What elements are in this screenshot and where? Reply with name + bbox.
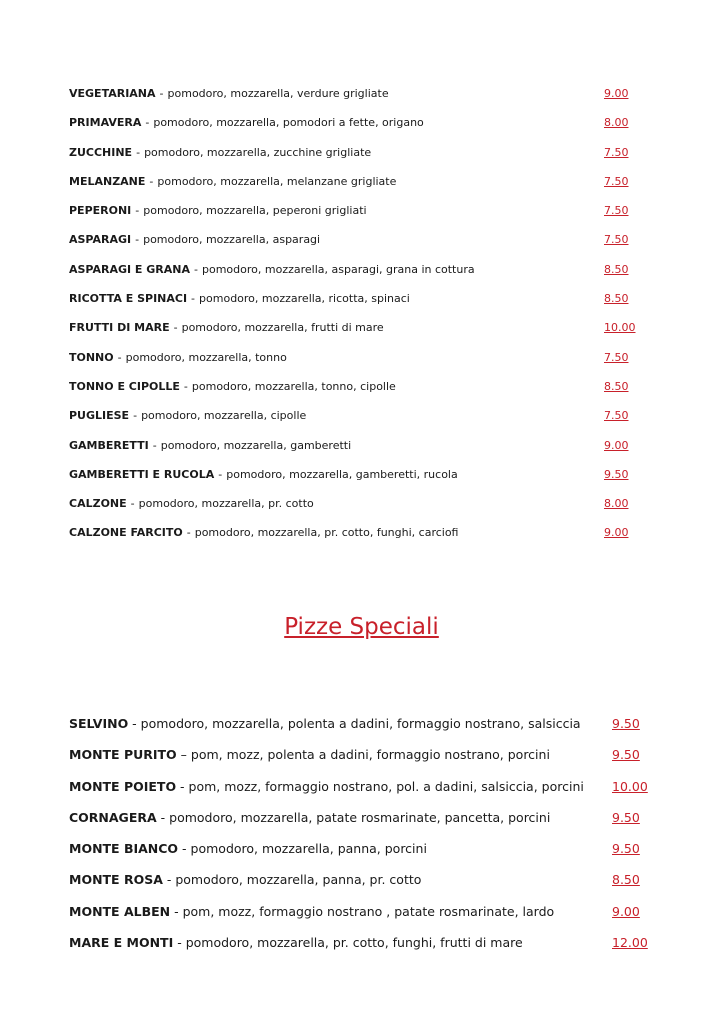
- item-description: pomodoro, mozzarella, pr. cotto, funghi, frutti di mare: [185, 935, 523, 951]
- item-price: 7.50: [604, 204, 629, 218]
- item-description: pomodoro, mozzarella, tonno, cipolle: [191, 379, 396, 393]
- menu-item: [69, 113, 649, 142]
- item-description: pomodoro, mozzarella, melanzane grigliate: [157, 174, 397, 188]
- item-price: 9.50: [612, 716, 640, 731]
- item-separator: -: [162, 872, 176, 888]
- item-description: pomodoro, mozzarella, frutti di mare: [181, 321, 384, 335]
- item-description: pomodoro, mozzarella, pr. cotto: [138, 497, 314, 511]
- item-separator: -: [145, 116, 150, 130]
- item-description: pomodoro, mozzarella, asparagi: [143, 233, 321, 247]
- item-price: 9.00: [604, 87, 629, 100]
- item-name: MONTE BIANCO: [69, 841, 179, 857]
- item-separator: -: [135, 204, 140, 218]
- item-price: 9.50: [612, 747, 640, 763]
- item-name: MARE E MONTI: [69, 935, 174, 951]
- item-name: ASPARAGI: [69, 233, 132, 247]
- item-description: pom, mozz, formaggio nostrano, pol. a dadini, salsiccia, porcini: [188, 778, 584, 794]
- item-separator: -: [128, 716, 141, 731]
- item-price: 12.00: [612, 935, 648, 951]
- item-separator: -: [194, 262, 198, 276]
- item-price: 8.50: [604, 379, 629, 393]
- special-item: [69, 868, 659, 899]
- item-price: 8.50: [604, 292, 629, 306]
- pizza-list: [69, 84, 649, 553]
- item-name: CORNAGERA: [69, 809, 157, 825]
- item-price: 8.00: [604, 497, 629, 511]
- menu-item: [69, 348, 649, 377]
- item-name: TONNO E CIPOLLE: [69, 379, 180, 393]
- item-price: 9.00: [604, 438, 629, 452]
- item-price: 9.00: [604, 526, 629, 540]
- menu-item: [69, 318, 649, 347]
- item-name: PRIMAVERA: [69, 116, 142, 130]
- item-price: 8.50: [612, 872, 640, 888]
- item-name: PUGLIESE: [69, 409, 130, 423]
- item-name: MONTE PURITO: [69, 747, 177, 763]
- item-price: 7.50: [604, 174, 629, 188]
- item-description: pom, mozz, polenta a dadini, formaggio nostrano, porcini: [190, 747, 550, 763]
- item-price: 7.50: [604, 233, 629, 247]
- item-name: MONTE ALBEN: [69, 903, 171, 919]
- item-description: pomodoro, mozzarella, gamberetti: [160, 438, 352, 452]
- item-separator: -: [191, 292, 196, 306]
- item-description: pomodoro, mozzarella, tonno: [125, 350, 287, 364]
- item-description: pomodoro, mozzarella, gamberetti, rucola: [226, 467, 458, 481]
- item-description: pomodoro, mozzarella, verdure grigliate: [167, 87, 389, 100]
- item-separator: -: [156, 809, 170, 825]
- item-separator: -: [176, 778, 189, 794]
- item-name: CALZONE: [69, 497, 127, 511]
- menu-item: [69, 172, 649, 201]
- menu-item: [69, 289, 649, 318]
- item-name: MONTE POIETO: [69, 778, 177, 794]
- item-separator: -: [170, 903, 183, 919]
- item-description: pomodoro, mozzarella, pr. cotto, funghi, carciofi: [194, 526, 459, 540]
- item-name: MONTE ROSA: [69, 872, 163, 888]
- special-item: [69, 712, 659, 743]
- item-price: 9.00: [612, 903, 640, 919]
- item-separator: -: [173, 935, 186, 951]
- item-name: ASPARAGI E GRANA: [69, 262, 191, 276]
- special-item: [69, 775, 659, 806]
- item-separator: -: [130, 497, 135, 511]
- item-description: pomodoro, mozzarella, polenta a dadini, formaggio nostrano, salsiccia: [140, 716, 581, 731]
- item-description: pomodoro, mozzarella, cipolle: [141, 409, 307, 423]
- item-separator: –: [176, 747, 191, 763]
- item-separator: -: [136, 145, 141, 159]
- menu-item: [69, 406, 649, 435]
- item-separator: -: [133, 409, 138, 423]
- menu-item: [69, 377, 649, 406]
- item-separator: -: [218, 467, 223, 481]
- item-separator: -: [117, 350, 122, 364]
- special-item: [69, 837, 659, 868]
- item-price: 7.50: [604, 145, 629, 159]
- item-price: 9.50: [612, 841, 640, 857]
- item-price: 8.00: [604, 116, 629, 130]
- item-price: 7.50: [604, 350, 629, 364]
- item-name: RICOTTA E SPINACI: [69, 292, 188, 306]
- menu-item: [69, 84, 649, 113]
- item-name: PEPERONI: [69, 204, 132, 218]
- item-description: pomodoro, mozzarella, ricotta, spinaci: [199, 292, 410, 306]
- item-name: VEGETARIANA: [69, 87, 156, 100]
- item-description: pomodoro, mozzarella, zucchine grigliate: [144, 145, 372, 159]
- special-item: [69, 806, 659, 837]
- item-description: pom, mozz, formaggio nostrano , patate rosmarinate, lardo: [182, 903, 555, 919]
- special-item: [69, 931, 659, 962]
- item-name: FRUTTI DI MARE: [69, 321, 170, 335]
- menu-item: [69, 143, 649, 172]
- item-separator: -: [152, 438, 157, 452]
- menu-item: [69, 523, 649, 552]
- menu-item: [69, 465, 649, 494]
- item-separator: -: [186, 526, 191, 540]
- menu-item: [69, 436, 649, 465]
- menu-item: [69, 494, 649, 523]
- item-separator: -: [173, 321, 178, 335]
- special-pizza-list: [69, 712, 659, 962]
- item-separator: -: [178, 841, 191, 857]
- item-separator: -: [183, 379, 188, 393]
- menu-item: [69, 260, 649, 289]
- item-description: pomodoro, mozzarella, panna, pr. cotto: [175, 872, 422, 888]
- item-name: MELANZANE: [69, 174, 146, 188]
- item-price: 10.00: [604, 321, 636, 335]
- item-name: TONNO: [69, 350, 114, 364]
- menu-item: [69, 201, 649, 230]
- item-name: GAMBERETTI: [69, 438, 149, 452]
- special-item: [69, 900, 659, 931]
- item-name: SELVINO: [69, 716, 129, 731]
- item-name: CALZONE FARCITO: [69, 526, 183, 540]
- item-description: pomodoro, mozzarella, pomodori a fette, origano: [153, 116, 424, 130]
- item-separator: -: [149, 174, 154, 188]
- menu-item: [69, 230, 649, 259]
- item-separator: -: [159, 87, 164, 100]
- item-name: GAMBERETTI E RUCOLA: [69, 467, 215, 481]
- item-description: pomodoro, mozzarella, panna, porcini: [190, 841, 427, 857]
- item-price: 10.00: [612, 778, 648, 794]
- item-separator: -: [135, 233, 140, 247]
- item-description: pomodoro, mozzarella, patate rosmarinate, pancetta, porcini: [169, 809, 551, 825]
- item-price: 7.50: [604, 409, 629, 423]
- item-price: 9.50: [612, 809, 640, 825]
- item-price: 9.50: [604, 467, 629, 481]
- item-name: ZUCCHINE: [69, 145, 133, 159]
- item-description: pomodoro, mozzarella, asparagi, grana in cottura: [202, 262, 475, 276]
- item-description: pomodoro, mozzarella, peperoni grigliati: [143, 204, 367, 218]
- item-price: 8.50: [604, 262, 629, 276]
- special-item: [69, 743, 659, 774]
- section-title: Pizze Speciali: [284, 614, 439, 640]
